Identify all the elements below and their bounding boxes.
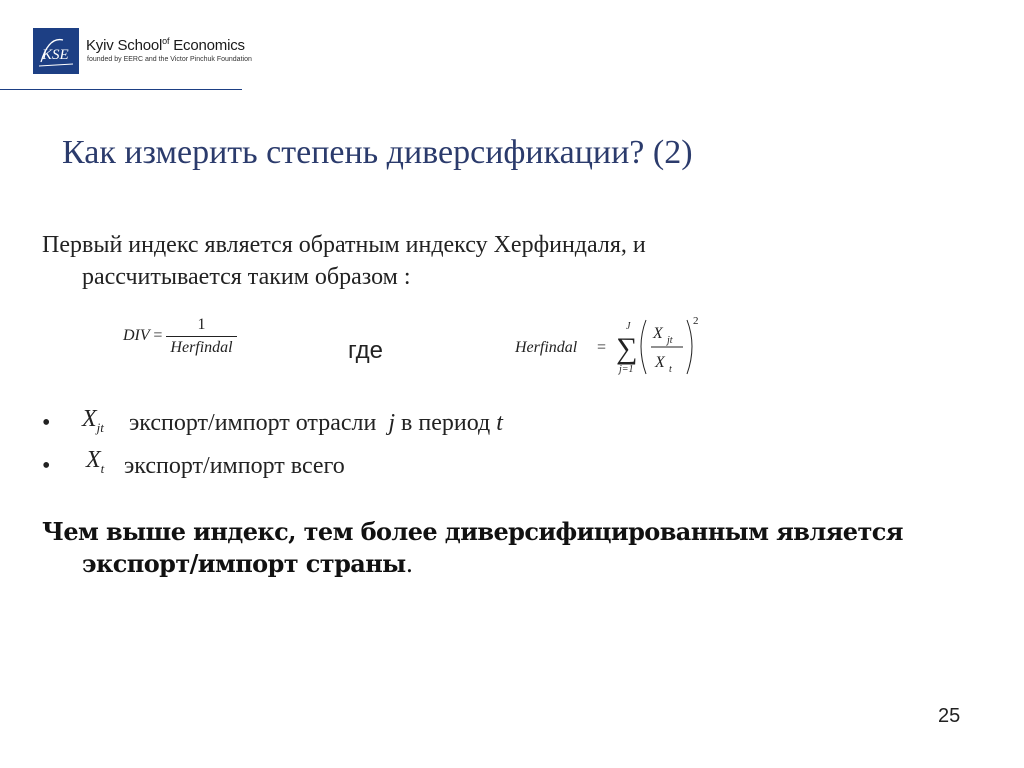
header-divider bbox=[0, 89, 242, 90]
herf-den-sub: t bbox=[669, 364, 672, 375]
right-paren bbox=[687, 320, 692, 374]
div-formula bbox=[123, 316, 237, 357]
div-denominator: Herfindal bbox=[166, 336, 236, 357]
sum-upper: J bbox=[626, 321, 631, 332]
intro-line-2: рассчитывается таким образом : bbox=[82, 264, 411, 290]
herf-num-sub: jt bbox=[667, 335, 673, 346]
kse-logo-icon bbox=[33, 28, 79, 74]
div-lhs: DIV bbox=[123, 327, 150, 345]
herf-num-var: X bbox=[653, 325, 663, 342]
bullet-1-text: экспорт/импорт отрасли j в период t bbox=[129, 410, 503, 436]
conclusion-line-2: экспорт/импорт страны. bbox=[82, 549, 413, 578]
div-fraction bbox=[166, 316, 236, 357]
bullet-2-text: экспорт/импорт всего bbox=[124, 453, 345, 479]
page-number: 25 bbox=[938, 705, 961, 727]
school-name: Kyiv School$^{of}$ Economics bbox=[86, 36, 245, 54]
logo-text: KSE bbox=[42, 47, 69, 63]
bullet-marker: • bbox=[42, 410, 51, 436]
herfindal-formula bbox=[515, 314, 715, 385]
herf-power: 2 bbox=[693, 315, 699, 327]
slide-title: Как измерить степень диверсификации? (2) bbox=[62, 134, 693, 171]
intro-paragraph bbox=[42, 229, 646, 293]
bullet-marker: • bbox=[42, 453, 51, 479]
herf-lhs: Herfindal bbox=[515, 339, 578, 356]
where-label: где bbox=[348, 337, 384, 364]
school-subtitle: founded by EERC and the Victor Pinchuk Foundation bbox=[87, 56, 252, 63]
herf-equals: = bbox=[597, 339, 607, 356]
div-equals: = bbox=[153, 327, 163, 345]
var-xjt: $X_{jt}$ bbox=[82, 406, 104, 435]
div-numerator: 1 bbox=[197, 316, 206, 333]
intro-line-1: Первый индекс является обратным индексу Херфиндаля, и bbox=[42, 232, 646, 258]
var-xt: $X_t$ bbox=[86, 447, 105, 476]
sum-lower: j=1 bbox=[619, 364, 634, 375]
conclusion-paragraph bbox=[42, 516, 903, 580]
herf-den-var: X bbox=[655, 354, 665, 371]
sum-sign: ∑ bbox=[616, 332, 638, 365]
conclusion-line-1: Чем выше индекс, тем более диверсифицированным является bbox=[42, 517, 903, 546]
left-paren bbox=[641, 320, 646, 374]
